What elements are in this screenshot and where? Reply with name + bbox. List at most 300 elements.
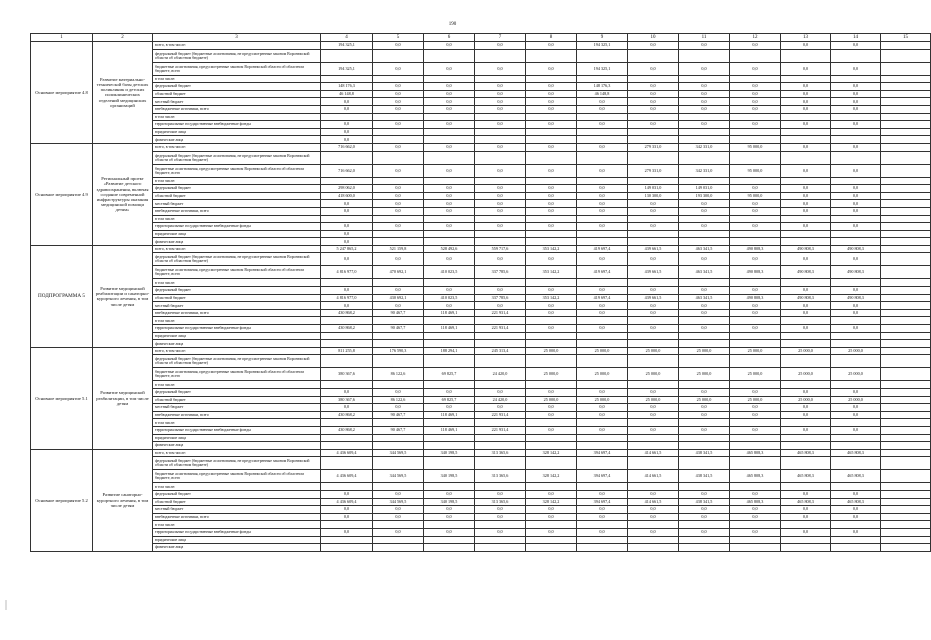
amount-cell: [831, 113, 881, 121]
amount-cell: 25 000,0: [679, 368, 730, 381]
amount-cell: 0,0: [577, 98, 628, 106]
amount-cell: [781, 317, 831, 325]
amount-cell: 0,0: [526, 83, 577, 91]
amount-cell: [831, 75, 881, 83]
amount-cell: [628, 136, 679, 144]
amount-cell: 0,0: [730, 42, 781, 50]
amount-cell: [781, 49, 831, 62]
amount-cell: [781, 238, 831, 246]
amount-cell: [628, 442, 679, 450]
amount-cell: [373, 340, 424, 348]
funding-table: [30, 33, 931, 552]
amount-cell: [730, 177, 781, 185]
amount-cell: [881, 506, 931, 514]
amount-cell: 0,0: [781, 143, 831, 151]
amount-cell: [424, 177, 475, 185]
funding-source-cell: бюджетные ассигнования, предусмотренные законом Воронежской области об областном бюджете, всего: [153, 164, 321, 177]
amount-cell: [781, 136, 831, 144]
amount-cell: [881, 200, 931, 208]
amount-cell: [475, 483, 526, 491]
amount-cell: [577, 381, 628, 389]
amount-cell: 521 159,8: [373, 245, 424, 253]
amount-cell: 438 341,5: [679, 470, 730, 483]
amount-cell: [628, 544, 679, 552]
amount-cell: 0,0: [321, 513, 373, 521]
amount-cell: [373, 177, 424, 185]
amount-cell: 245 313,4: [475, 347, 526, 355]
amount-cell: [321, 544, 373, 552]
amount-cell: 0,0: [577, 105, 628, 113]
table-row: [31, 287, 931, 295]
amount-cell: 0,0: [526, 192, 577, 200]
funding-source-cell: физические лица: [153, 442, 321, 450]
amount-cell: 0,0: [373, 506, 424, 514]
measure-code-cell: Основное мероприятие 4.9: [31, 143, 93, 245]
amount-cell: 0,0: [526, 164, 577, 177]
amount-cell: [475, 340, 526, 348]
amount-cell: 0,0: [628, 90, 679, 98]
amount-cell: 0,0: [526, 404, 577, 412]
amount-cell: [730, 381, 781, 389]
amount-cell: [679, 419, 730, 427]
amount-cell: 490 808,3: [730, 266, 781, 279]
table-row: [31, 347, 931, 355]
amount-cell: 0,0: [475, 42, 526, 50]
amount-cell: 0,0: [577, 389, 628, 397]
funding-source-cell: в том числе:: [153, 279, 321, 287]
amount-cell: [424, 419, 475, 427]
amount-cell: 0,0: [424, 404, 475, 412]
amount-cell: 0,0: [577, 302, 628, 310]
amount-cell: 0,0: [475, 207, 526, 215]
amount-cell: [881, 404, 931, 412]
amount-cell: [475, 49, 526, 62]
amount-cell: 0,0: [831, 62, 881, 75]
amount-cell: 0,0: [730, 90, 781, 98]
amount-cell: 0,0: [831, 200, 881, 208]
table-row: [31, 449, 931, 457]
amount-cell: [881, 143, 931, 151]
table-row: [31, 381, 931, 389]
amount-cell: 410 023,5: [424, 266, 475, 279]
table-row: [31, 266, 931, 279]
amount-cell: 0,0: [526, 200, 577, 208]
amount-cell: 418 600,0: [321, 192, 373, 200]
amount-cell: [730, 483, 781, 491]
amount-cell: [881, 230, 931, 238]
amount-cell: 0,0: [781, 506, 831, 514]
amount-cell: [475, 442, 526, 450]
funding-source-cell: всего, в том числе:: [153, 245, 321, 253]
amount-cell: 0,0: [831, 98, 881, 106]
amount-cell: [526, 536, 577, 544]
amount-cell: [831, 317, 881, 325]
scan-artifact: [5, 600, 7, 610]
measure-code-cell: Основное мероприятие 4.8: [31, 42, 93, 144]
table-row: [31, 215, 931, 223]
table-row: [31, 513, 931, 521]
amount-cell: [577, 230, 628, 238]
funding-source-cell: местный бюджет: [153, 200, 321, 208]
amount-cell: [881, 449, 931, 457]
amount-cell: 0,0: [628, 223, 679, 231]
amount-cell: 0,0: [831, 83, 881, 91]
amount-cell: 25 000,0: [730, 368, 781, 381]
funding-table-container: [30, 33, 908, 579]
amount-cell: [577, 177, 628, 185]
amount-cell: 0,0: [475, 192, 526, 200]
measure-title-cell: Развитие санаторно-курортного лечения, в том числе детям: [93, 449, 153, 551]
amount-cell: [881, 355, 931, 368]
amount-cell: 0,0: [831, 404, 881, 412]
amount-cell: 0,0: [526, 98, 577, 106]
funding-source-cell: всего, в том числе:: [153, 347, 321, 355]
amount-cell: 0,0: [730, 287, 781, 295]
amount-cell: 194 325,1: [577, 42, 628, 50]
amount-cell: [577, 238, 628, 246]
amount-cell: 0,0: [424, 90, 475, 98]
amount-cell: 0,0: [577, 121, 628, 129]
amount-cell: [628, 419, 679, 427]
amount-cell: [373, 279, 424, 287]
funding-source-cell: в том числе:: [153, 317, 321, 325]
amount-cell: 0,0: [781, 105, 831, 113]
amount-cell: [831, 434, 881, 442]
amount-cell: [373, 230, 424, 238]
amount-cell: 0,0: [679, 411, 730, 419]
amount-cell: 0,0: [321, 128, 373, 136]
table-row: [31, 389, 931, 397]
column-number-15: 15: [881, 34, 931, 42]
table-row: [31, 62, 931, 75]
amount-cell: 0,0: [321, 253, 373, 266]
amount-cell: [526, 457, 577, 470]
amount-cell: 380 367,6: [321, 396, 373, 404]
amount-cell: [321, 483, 373, 491]
amount-cell: 0,0: [475, 62, 526, 75]
amount-cell: 0,0: [730, 83, 781, 91]
amount-cell: [424, 434, 475, 442]
amount-cell: 118 469,1: [424, 309, 475, 317]
amount-cell: 0,0: [831, 253, 881, 266]
amount-cell: [577, 136, 628, 144]
amount-cell: [373, 238, 424, 246]
amount-cell: [628, 332, 679, 340]
table-row: [31, 355, 931, 368]
amount-cell: 0,0: [321, 121, 373, 129]
amount-cell: [831, 238, 881, 246]
amount-cell: [730, 521, 781, 529]
amount-cell: [881, 279, 931, 287]
amount-cell: [881, 340, 931, 348]
table-row: [31, 528, 931, 536]
amount-cell: [321, 215, 373, 223]
amount-cell: 90 467,7: [373, 426, 424, 434]
amount-cell: 342 331,0: [679, 164, 730, 177]
amount-cell: 0,0: [475, 83, 526, 91]
amount-cell: [424, 136, 475, 144]
table-row: [31, 42, 931, 50]
amount-cell: 0,0: [628, 513, 679, 521]
amount-cell: 25 000,0: [526, 347, 577, 355]
amount-cell: [628, 536, 679, 544]
amount-cell: 0,0: [831, 490, 881, 498]
amount-cell: 0,0: [526, 287, 577, 295]
table-row: [31, 192, 931, 200]
amount-cell: 25 000,0: [526, 368, 577, 381]
amount-cell: [628, 381, 679, 389]
amount-cell: [424, 113, 475, 121]
amount-cell: [679, 332, 730, 340]
amount-cell: 0,0: [781, 411, 831, 419]
amount-cell: [424, 317, 475, 325]
amount-cell: 0,0: [424, 513, 475, 521]
funding-source-cell: федеральный бюджет: [153, 287, 321, 295]
amount-cell: 95 000,0: [730, 164, 781, 177]
funding-source-cell: в том числе:: [153, 381, 321, 389]
amount-cell: [881, 470, 931, 483]
amount-cell: 5 247 865,2: [321, 245, 373, 253]
amount-cell: [577, 113, 628, 121]
amount-cell: [475, 317, 526, 325]
amount-cell: 0,0: [679, 83, 730, 91]
amount-cell: [628, 279, 679, 287]
amount-cell: [730, 128, 781, 136]
funding-source-cell: федеральный бюджет (бюджетные ассигнования, не предусмотренные законом Воронежской области об областном бюджете): [153, 151, 321, 164]
amount-cell: [730, 215, 781, 223]
amount-cell: 0,0: [475, 98, 526, 106]
amount-cell: [730, 317, 781, 325]
amount-cell: [679, 49, 730, 62]
amount-cell: [781, 279, 831, 287]
amount-cell: 0,0: [526, 506, 577, 514]
amount-cell: 0,0: [475, 200, 526, 208]
amount-cell: 0,0: [526, 143, 577, 151]
amount-cell: [730, 419, 781, 427]
measure-code-cell: ПОДПРОГРАММА 5: [31, 245, 93, 347]
amount-cell: 0,0: [475, 143, 526, 151]
amount-cell: 0,0: [373, 42, 424, 50]
amount-cell: 0,0: [781, 164, 831, 177]
amount-cell: 0,0: [628, 404, 679, 412]
amount-cell: 463 341,5: [679, 266, 730, 279]
amount-cell: [881, 528, 931, 536]
amount-cell: [781, 457, 831, 470]
amount-cell: 394 697,4: [577, 498, 628, 506]
amount-cell: [831, 536, 881, 544]
amount-cell: [781, 75, 831, 83]
amount-cell: 394 697,4: [577, 449, 628, 457]
amount-cell: 0,0: [730, 411, 781, 419]
amount-cell: [628, 238, 679, 246]
amount-cell: 0,0: [526, 325, 577, 333]
amount-cell: 0,0: [321, 238, 373, 246]
funding-source-cell: бюджетные ассигнования, предусмотренные законом Воронежской области об областном бюджете, всего: [153, 266, 321, 279]
amount-cell: [373, 544, 424, 552]
amount-cell: 0,0: [831, 207, 881, 215]
amount-cell: 46 148,8: [321, 90, 373, 98]
amount-cell: 0,0: [730, 325, 781, 333]
amount-cell: [475, 521, 526, 529]
amount-cell: 0,0: [424, 223, 475, 231]
amount-cell: 0,0: [831, 42, 881, 50]
amount-cell: 0,0: [831, 185, 881, 193]
amount-cell: 0,0: [475, 389, 526, 397]
amount-cell: [475, 419, 526, 427]
amount-cell: 0,0: [321, 389, 373, 397]
amount-cell: 194 325,1: [321, 42, 373, 50]
amount-cell: 0,0: [424, 200, 475, 208]
amount-cell: [881, 347, 931, 355]
amount-cell: [628, 113, 679, 121]
amount-cell: 0,0: [526, 528, 577, 536]
amount-cell: [881, 192, 931, 200]
amount-cell: [526, 544, 577, 552]
amount-cell: 0,0: [577, 200, 628, 208]
amount-cell: 328 142,2: [526, 449, 577, 457]
amount-cell: [373, 136, 424, 144]
amount-cell: 342 331,0: [679, 143, 730, 151]
funding-source-cell: местный бюджет: [153, 506, 321, 514]
amount-cell: 353 142,2: [526, 245, 577, 253]
amount-cell: [679, 442, 730, 450]
funding-source-cell: территориальные государственные внебюджетные фонды: [153, 223, 321, 231]
amount-cell: 0,0: [781, 62, 831, 75]
amount-cell: 0,0: [424, 192, 475, 200]
amount-cell: [526, 381, 577, 389]
amount-cell: 0,0: [679, 490, 730, 498]
amount-cell: 69 825,7: [424, 396, 475, 404]
amount-cell: 313 365,6: [475, 449, 526, 457]
table-body: [31, 42, 931, 552]
amount-cell: 340 198,5: [424, 470, 475, 483]
funding-source-cell: юридические лица: [153, 230, 321, 238]
amount-cell: [781, 442, 831, 450]
amount-cell: [475, 434, 526, 442]
amount-cell: 24 420,0: [475, 368, 526, 381]
amount-cell: [679, 355, 730, 368]
amount-cell: 0,0: [730, 62, 781, 75]
amount-cell: 0,0: [475, 404, 526, 412]
amount-cell: [679, 521, 730, 529]
amount-cell: 0,0: [628, 62, 679, 75]
table-row: [31, 521, 931, 529]
amount-cell: [781, 434, 831, 442]
amount-cell: 221 931,4: [475, 325, 526, 333]
funding-source-cell: федеральный бюджет: [153, 389, 321, 397]
amount-cell: [526, 483, 577, 491]
amount-cell: [475, 279, 526, 287]
amount-cell: [881, 490, 931, 498]
amount-cell: 0,0: [781, 528, 831, 536]
measure-title-cell: Развитие медицинской реабилитации и санаторно-курортного лечения, в том числе детям: [93, 245, 153, 347]
amount-cell: 0,0: [321, 200, 373, 208]
amount-cell: 340 198,5: [424, 449, 475, 457]
amount-cell: [526, 49, 577, 62]
amount-cell: 438 341,5: [679, 449, 730, 457]
amount-cell: [881, 294, 931, 302]
amount-cell: 0,0: [679, 121, 730, 129]
table-row: [31, 207, 931, 215]
amount-cell: 0,0: [679, 528, 730, 536]
amount-cell: [475, 75, 526, 83]
amount-cell: 0,0: [730, 309, 781, 317]
column-number-10: 10: [628, 34, 679, 42]
amount-cell: 380 367,6: [321, 368, 373, 381]
amount-cell: 0,0: [577, 164, 628, 177]
amount-cell: 0,0: [321, 506, 373, 514]
amount-cell: 0,0: [373, 207, 424, 215]
amount-cell: [424, 536, 475, 544]
amount-cell: [781, 419, 831, 427]
table-row: [31, 223, 931, 231]
amount-cell: 0,0: [730, 185, 781, 193]
amount-cell: 465 808,3: [730, 449, 781, 457]
amount-cell: 24 420,0: [475, 396, 526, 404]
amount-cell: 149 031,0: [628, 185, 679, 193]
table-row: [31, 536, 931, 544]
amount-cell: 0,0: [628, 506, 679, 514]
funding-source-cell: всего, в том числе:: [153, 42, 321, 50]
amount-cell: 0,0: [781, 325, 831, 333]
amount-cell: [321, 419, 373, 427]
amount-cell: [831, 483, 881, 491]
amount-cell: 0,0: [424, 528, 475, 536]
amount-cell: 0,0: [321, 302, 373, 310]
amount-cell: 0,0: [628, 253, 679, 266]
amount-cell: 0,0: [781, 192, 831, 200]
measure-title-cell: Региональный проект «Развитие детского здравоохранения, включая создание современной инфраструктуры оказания медицинской помощи детям»: [93, 143, 153, 245]
funding-source-cell: местный бюджет: [153, 302, 321, 310]
amount-cell: [679, 215, 730, 223]
funding-source-cell: физические лица: [153, 544, 321, 552]
amount-cell: 0,0: [373, 185, 424, 193]
amount-cell: 414 661,5: [628, 498, 679, 506]
amount-cell: [577, 457, 628, 470]
amount-cell: 0,0: [781, 121, 831, 129]
funding-source-cell: в том числе:: [153, 521, 321, 529]
amount-cell: 149 031,0: [679, 185, 730, 193]
amount-cell: [679, 483, 730, 491]
amount-cell: 0,0: [321, 98, 373, 106]
amount-cell: 337 785,6: [475, 266, 526, 279]
amount-cell: 0,0: [424, 185, 475, 193]
amount-cell: 0,0: [321, 105, 373, 113]
funding-source-cell: бюджетные ассигнования, предусмотренные законом Воронежской области об областном бюджете, всего: [153, 62, 321, 75]
amount-cell: [577, 544, 628, 552]
amount-cell: 0,0: [424, 83, 475, 91]
amount-cell: [730, 151, 781, 164]
amount-cell: 344 569,5: [373, 498, 424, 506]
amount-cell: [881, 266, 931, 279]
amount-cell: [881, 544, 931, 552]
column-number-13: 13: [781, 34, 831, 42]
amount-cell: 430 868,2: [321, 426, 373, 434]
amount-cell: [881, 83, 931, 91]
amount-cell: 0,0: [679, 302, 730, 310]
amount-cell: [373, 128, 424, 136]
amount-cell: [628, 215, 679, 223]
amount-cell: [881, 419, 931, 427]
amount-cell: 25 000,0: [679, 396, 730, 404]
amount-cell: 193 300,0: [679, 192, 730, 200]
amount-cell: 176 590,3: [373, 347, 424, 355]
amount-cell: 0,0: [679, 42, 730, 50]
table-row: [31, 325, 931, 333]
amount-cell: 430 868,2: [321, 325, 373, 333]
funding-source-cell: местный бюджет: [153, 98, 321, 106]
amount-cell: 0,0: [679, 223, 730, 231]
